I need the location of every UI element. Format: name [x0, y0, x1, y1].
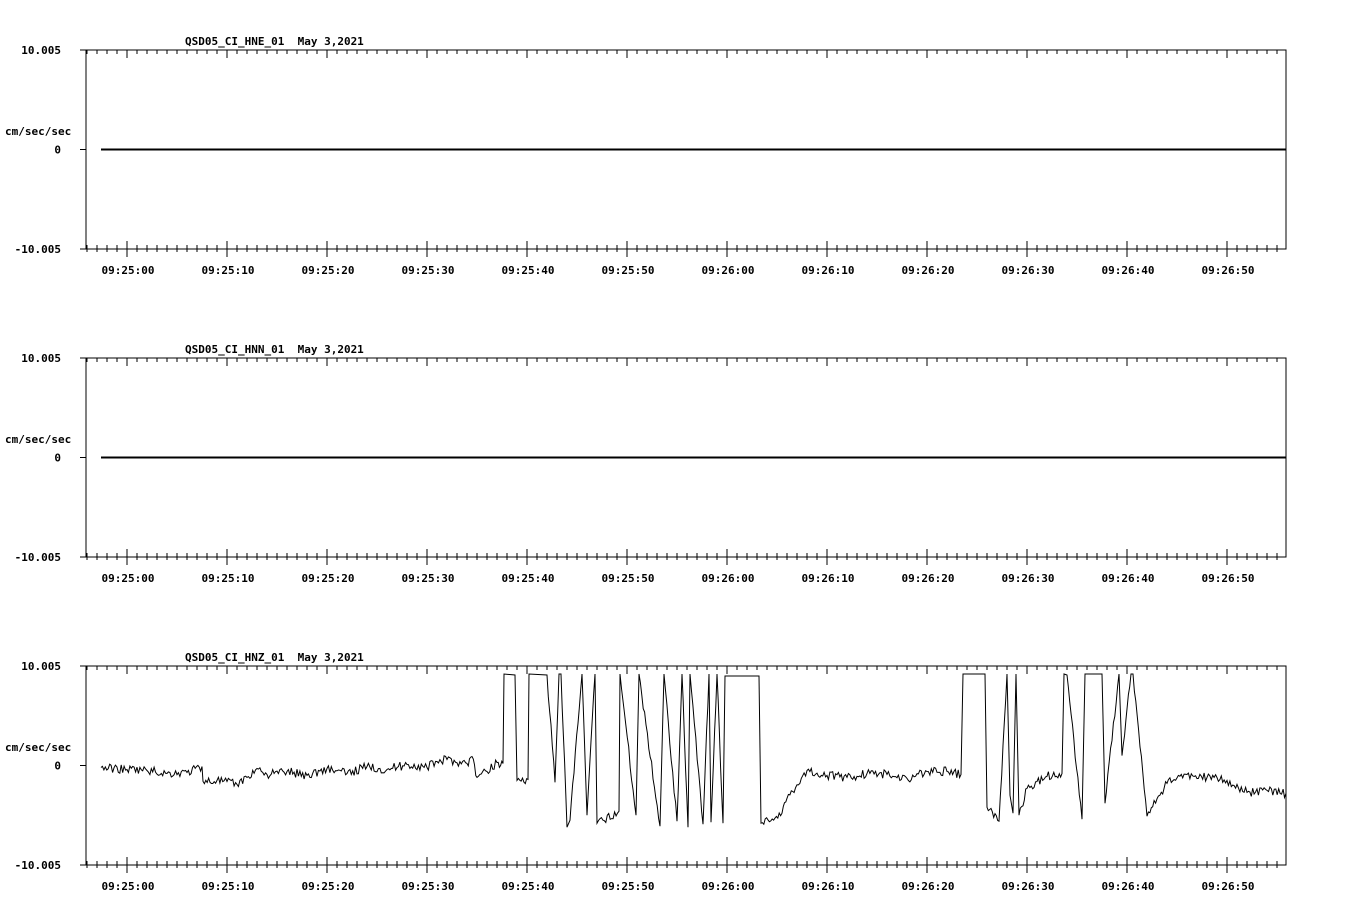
chart-title: QSD05_CI_HNZ_01 May 3,2021 [185, 651, 364, 664]
x-tick-label: 09:25:00 [101, 264, 155, 277]
x-tick-label: 09:26:10 [801, 572, 855, 585]
x-tick-label: 09:25:30 [401, 264, 455, 277]
x-tick-label: 09:25:00 [101, 880, 155, 893]
y-tick-label: 10.005 [21, 660, 61, 673]
x-tick-label: 09:26:20 [901, 880, 955, 893]
x-tick-label: 09:26:00 [701, 880, 755, 893]
x-tick-label: 09:26:30 [1001, 264, 1055, 277]
plot-frame [86, 666, 1286, 865]
x-tick-label: 09:25:50 [601, 572, 655, 585]
x-tick-label: 09:26:50 [1201, 264, 1255, 277]
x-tick-label: 09:25:00 [101, 572, 155, 585]
y-tick-label: -10.005 [14, 243, 61, 256]
chart-title: QSD05_CI_HNE_01 May 3,2021 [185, 35, 364, 48]
x-tick-label: 09:26:10 [801, 880, 855, 893]
x-tick-label: 09:26:50 [1201, 572, 1255, 585]
x-tick-label: 09:26:40 [1101, 880, 1155, 893]
series-trace [101, 674, 1286, 827]
y-tick-label: -10.005 [14, 859, 61, 872]
x-tick-label: 09:26:00 [701, 264, 755, 277]
y-tick-label: 0 [54, 451, 61, 465]
x-minor-ticks-top [87, 666, 1277, 670]
x-tick-label: 09:26:50 [1201, 880, 1255, 893]
x-minor-ticks-top [87, 358, 1277, 362]
y-tick-label: 0 [54, 143, 61, 157]
x-tick-label: 09:26:20 [901, 264, 955, 277]
y-axis-label: cm/sec/sec [5, 741, 72, 754]
chart-title: QSD05_CI_HNN_01 May 3,2021 [185, 343, 364, 356]
x-tick-label: 09:25:20 [301, 264, 355, 277]
x-tick-label: 09:25:40 [501, 880, 555, 893]
y-axis-label: cm/sec/sec [5, 433, 72, 446]
x-tick-label: 09:26:40 [1101, 572, 1155, 585]
x-tick-label: 09:25:40 [501, 572, 555, 585]
y-tick-label: 10.005 [21, 44, 61, 57]
chart-panel-hnn [5, 343, 1286, 585]
x-tick-label: 09:26:40 [1101, 264, 1155, 277]
x-tick-label: 09:25:10 [201, 264, 255, 277]
y-tick-label: -10.005 [14, 551, 61, 564]
x-tick-label: 09:25:50 [601, 264, 655, 277]
y-tick-label: 0 [54, 759, 61, 773]
x-tick-label: 09:25:20 [301, 880, 355, 893]
chart-panel-hne [5, 35, 1286, 277]
x-tick-label: 09:25:10 [201, 572, 255, 585]
x-tick-label: 09:26:20 [901, 572, 955, 585]
x-tick-label: 09:25:50 [601, 880, 655, 893]
x-tick-label: 09:26:10 [801, 264, 855, 277]
x-tick-label: 09:25:30 [401, 880, 455, 893]
x-tick-label: 09:25:40 [501, 264, 555, 277]
x-tick-label: 09:26:00 [701, 572, 755, 585]
x-minor-ticks-top [87, 50, 1277, 54]
y-axis-label: cm/sec/sec [5, 125, 72, 138]
x-tick-label: 09:26:30 [1001, 880, 1055, 893]
x-tick-label: 09:25:30 [401, 572, 455, 585]
y-tick-label: 10.005 [21, 352, 61, 365]
x-tick-label: 09:25:20 [301, 572, 355, 585]
x-tick-label: 09:26:30 [1001, 572, 1055, 585]
x-tick-label: 09:25:10 [201, 880, 255, 893]
chart-panel-hnz [5, 651, 1286, 893]
